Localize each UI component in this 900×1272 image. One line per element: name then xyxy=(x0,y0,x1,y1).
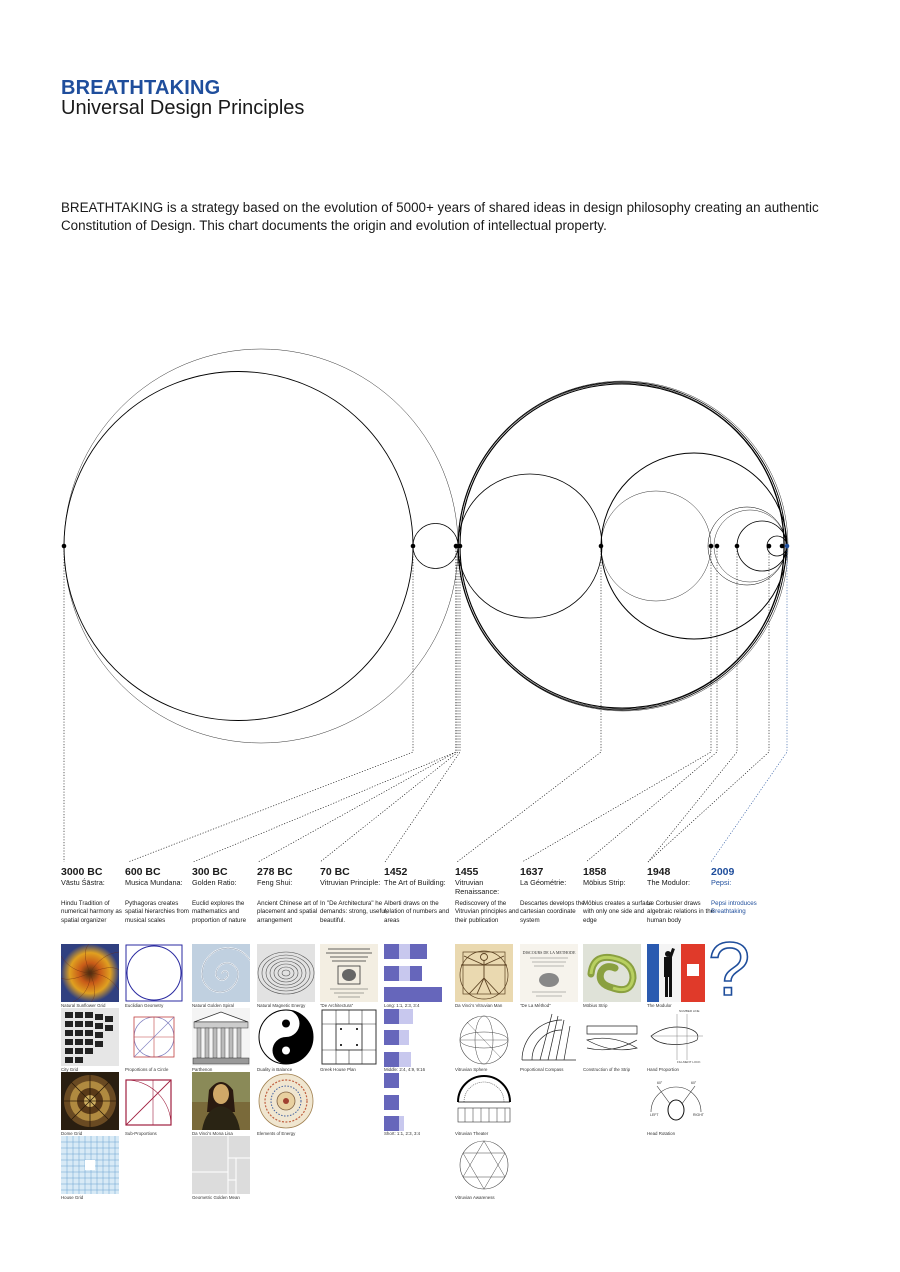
caption: Vitruvian Sphere xyxy=(455,1067,488,1072)
la-methode-image xyxy=(520,944,578,1002)
sub-proportions-image xyxy=(125,1072,183,1130)
euclidean-geometry-image xyxy=(125,944,183,1002)
caption: Middle: 2:4, 4:9, 9:16 xyxy=(384,1067,426,1072)
timeline-name: Golden Ratio: xyxy=(192,878,237,887)
caption: Proportions of a Circle xyxy=(125,1067,169,1072)
svg-text:LEFT: LEFT xyxy=(650,1113,659,1117)
mona-lisa-image xyxy=(192,1072,250,1130)
page-subtitle: Universal Design Principles xyxy=(61,97,305,119)
timeline-item-alberti xyxy=(384,866,450,924)
circle-vastu xyxy=(64,372,413,721)
svg-text:60°: 60° xyxy=(657,1081,663,1085)
timeline-name: Musica Mundana: xyxy=(125,878,183,887)
timeline-name: The Art of Building: xyxy=(384,878,446,887)
timeline-item-vitruvian xyxy=(320,866,388,924)
timeline-item-musica xyxy=(125,866,189,924)
timeline-desc: In "De Architectura" he demands: strong, useful, beautiful. xyxy=(320,900,388,924)
timeline-item-mobius xyxy=(583,866,653,924)
caption: Da Vinci's Mona Lisa xyxy=(192,1131,233,1136)
timeline-item-fengshui xyxy=(257,866,319,924)
svg-text:RIGHT: RIGHT xyxy=(693,1113,704,1117)
timeline-name: Vāstu Śāstra: xyxy=(61,878,105,887)
timeline-desc: Le Corbusier draws algebraic relations in the human body xyxy=(647,900,715,924)
yin-yang-icon xyxy=(257,1008,315,1066)
caption: Sub-Proportions xyxy=(125,1131,157,1136)
caption: Natural Magnetic Energy xyxy=(257,1003,306,1008)
caption: Duality in Balance xyxy=(257,1067,293,1072)
mobius-strip-image xyxy=(583,944,641,1002)
timeline-item-modulor xyxy=(647,866,715,924)
timeline-year: 278 BC xyxy=(257,866,293,878)
caption: Möbius Strip xyxy=(583,1003,608,1008)
circle-alberti-arc xyxy=(413,524,458,569)
timeline-year: 300 BC xyxy=(192,866,228,878)
strip-construction-image xyxy=(583,1008,641,1066)
caption: City Grid xyxy=(61,1067,79,1072)
caption: Long: 1:1, 2:3, 3:4 xyxy=(384,1003,420,1008)
timeline-year: 3000 BC xyxy=(61,866,103,878)
caption: Short: 1:1, 2:3, 3:4 xyxy=(384,1131,421,1136)
vitruvian-theater-image xyxy=(455,1072,513,1130)
caption: House Grid xyxy=(61,1195,84,1200)
caption: Vitruvian Awareness xyxy=(455,1195,495,1200)
circle-small-1 xyxy=(708,507,786,585)
greek-house-plan-image xyxy=(320,1008,378,1066)
timeline-year: 2009 xyxy=(711,866,735,878)
golden-mean-image xyxy=(192,1136,250,1194)
elements-energy-image xyxy=(257,1072,315,1130)
proportional-compass-image xyxy=(520,1008,578,1066)
caption: Vitruvian Theater xyxy=(455,1131,489,1136)
caption: Proportional Compass xyxy=(520,1067,564,1072)
question-mark-icon: ? xyxy=(708,927,751,1012)
circle-proportions-image xyxy=(125,1008,183,1066)
timeline-desc: Pythagoras creates spatial hierarchies from musical scales xyxy=(125,900,189,924)
circle-small-3 xyxy=(737,521,787,571)
magnetic-energy-image xyxy=(257,944,315,1002)
timeline-name: La Géométrie: xyxy=(520,878,567,887)
timeline-desc: Euclid explores the mathematics and proportion of nature xyxy=(192,900,247,924)
caption: Construction of the Strip xyxy=(583,1067,631,1072)
caption: Geometric Golden Mean xyxy=(192,1195,240,1200)
city-grid-image xyxy=(61,1008,119,1066)
circle-small-2 xyxy=(714,510,786,582)
hand-proportion-image xyxy=(647,1008,705,1066)
timeline-year: 1858 xyxy=(583,866,607,878)
caption: "De Architectura" xyxy=(320,1003,354,1008)
timeline-item-geometrie xyxy=(520,866,585,924)
golden-spiral-image xyxy=(192,944,250,1002)
timeline-desc: Descartes develops the cartesian coordinate system xyxy=(520,900,585,924)
alberti-proportion-bars xyxy=(384,944,444,1134)
head-rotation-image xyxy=(647,1072,705,1130)
timeline-desc: Möbius creates a surface with only one side and edge xyxy=(583,900,653,924)
timeline-desc: Pepsi introduces Breathtaking xyxy=(711,900,757,916)
caption: Head Rotation xyxy=(647,1131,676,1136)
timeline-year: 1637 xyxy=(520,866,544,878)
caption: Hand Proportion xyxy=(647,1067,679,1072)
circle-musica xyxy=(64,349,458,743)
timeline-item-pepsi xyxy=(711,866,773,916)
timeline-year: 600 BC xyxy=(125,866,161,878)
svg-text:FILLMENT LOCK: FILLMENT LOCK xyxy=(677,1060,701,1064)
timeline-desc: Ancient Chinese art of placement and spatial arrangement xyxy=(257,900,318,924)
svg-text:60°: 60° xyxy=(691,1081,697,1085)
circle-modulor xyxy=(601,453,787,639)
sunflower-image xyxy=(61,944,119,1002)
caption: Greek House Plan xyxy=(320,1067,356,1072)
caption: "De La Méthod" xyxy=(520,1003,551,1008)
timeline-name: Pepsi: xyxy=(711,878,732,887)
timeline-year: 1948 xyxy=(647,866,671,878)
circle-modulor-inner xyxy=(601,491,711,601)
timeline-name: Feng Shui: xyxy=(257,878,293,887)
timeline-name: Vitruvian Principle: xyxy=(320,878,381,887)
timeline-year: 70 BC xyxy=(320,866,350,878)
vitruvian-sphere-image xyxy=(455,1008,513,1066)
caption: Natural Sunflower Grid xyxy=(61,1003,106,1008)
timeline-year: 1452 xyxy=(384,866,408,878)
caption: The Modulor xyxy=(647,1003,672,1008)
modulor-image xyxy=(647,944,705,1002)
caption: Parthenon xyxy=(192,1067,213,1072)
intro-paragraph: BREATHTAKING is a strategy based on the evolution of 5000+ years of shared ideas in design philosophy creating an authentic Constitution of Design. This chart documents the origin and evolution of intellectual property. xyxy=(61,200,819,233)
vitruvian-awareness-image xyxy=(455,1136,513,1194)
timeline-desc: Alberti draws on the relation of numbers and areas xyxy=(384,900,450,924)
caption: Natural Golden Spiral xyxy=(192,1003,234,1008)
page-title: BREATHTAKING xyxy=(61,77,221,99)
dome-grid-image xyxy=(61,1072,119,1130)
timeline-item-vastu xyxy=(61,866,123,924)
svg-text:NUMBER LINE: NUMBER LINE xyxy=(679,1009,700,1013)
parthenon-image xyxy=(192,1008,250,1066)
timeline-desc: Rediscovery of the Vitruvian principles and their publication xyxy=(455,900,519,924)
caption: Elements of Energy xyxy=(257,1131,296,1136)
timeline-name: Vitruvian Renaissance: xyxy=(455,878,500,896)
timeline-year: 1455 xyxy=(455,866,479,878)
caption: Euclidian Geometry xyxy=(125,1003,164,1008)
svg-text:DISCOURS DE LA METHODE: DISCOURS DE LA METHODE xyxy=(522,950,576,955)
timeline-name: Möbius Strip: xyxy=(583,878,626,887)
de-architectura-image xyxy=(320,944,378,1002)
timeline-name: The Modulor: xyxy=(647,878,690,887)
timeline-item-renaissance xyxy=(455,866,519,924)
timeline-item-golden xyxy=(192,866,254,924)
house-grid-image xyxy=(61,1136,119,1194)
circle-la-geometrie xyxy=(458,474,602,618)
caption: Dome Grid xyxy=(61,1131,83,1136)
timeline-desc: Hindu Tradition of numerical harmony as spatial organizer xyxy=(61,900,122,924)
vitruvian-man-image xyxy=(455,944,513,1002)
caption: Da Vinci's Vitruvian Man xyxy=(455,1003,503,1008)
